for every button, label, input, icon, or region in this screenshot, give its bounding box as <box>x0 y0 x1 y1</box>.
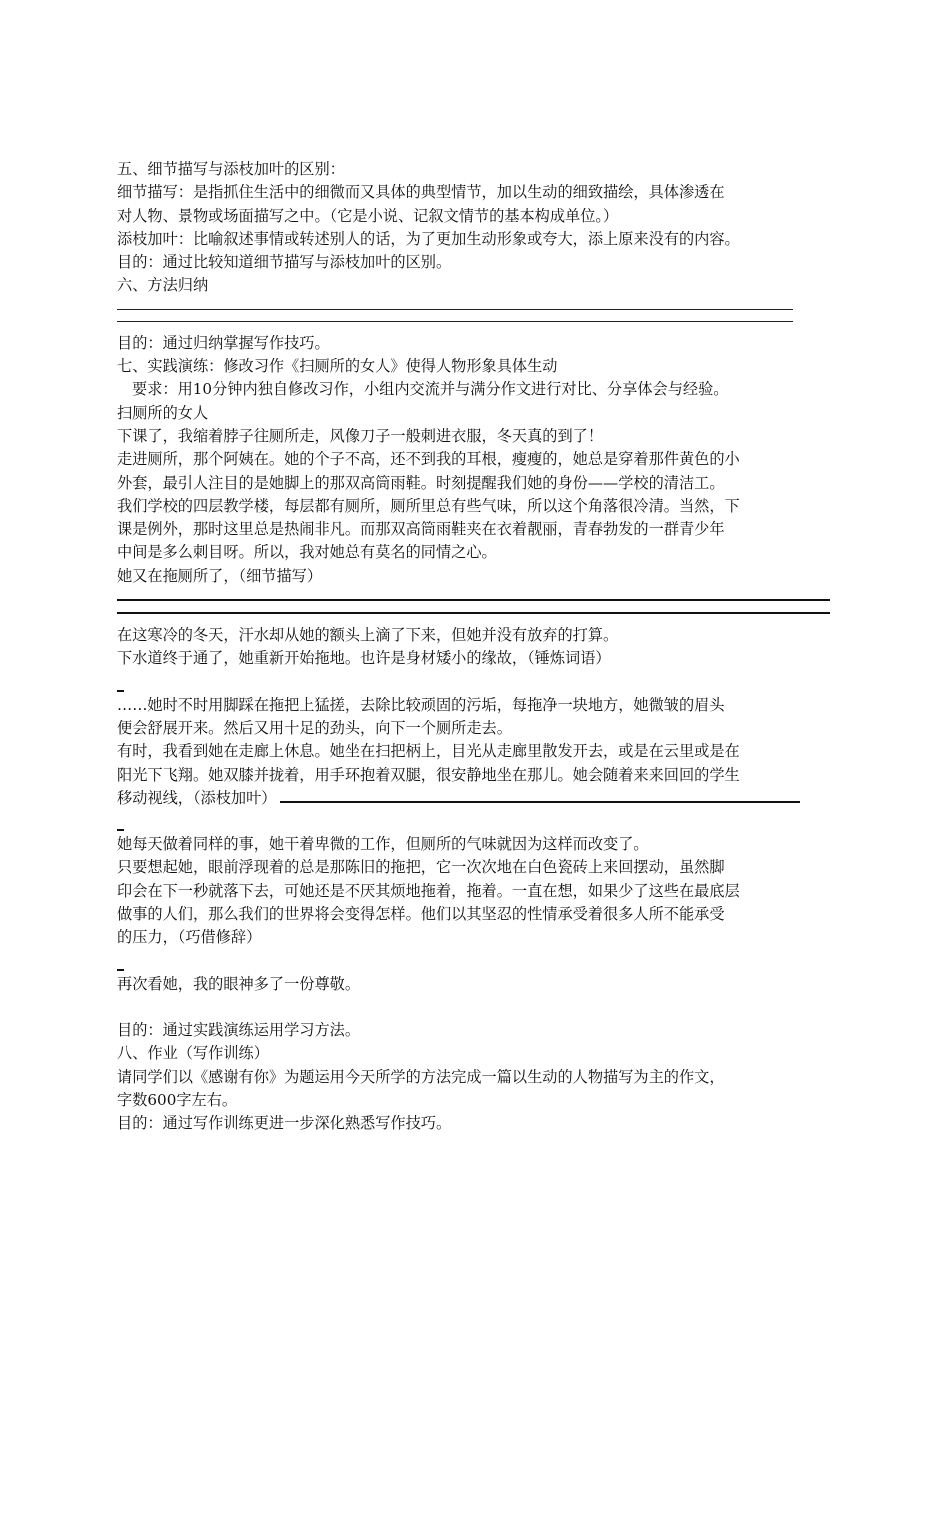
essay-paragraph-8-line-3 <box>117 787 842 810</box>
essay-paragraph-9: 她每天做着同样的事，她干着卑微的工作，但厕所的气味就因为这样而改变了。 <box>117 835 649 854</box>
blank-answer-stub-2 <box>117 810 842 833</box>
blank-answer-line-1 <box>117 309 793 310</box>
essay-paragraph-3-line-3: 中间是多么刺目呀。所以，我对她总有莫名的同情之心。 <box>117 543 497 562</box>
essay-paragraph-3-line-1: 我们学校的四层教学楼，每层都有厕所，厕所里总有些气味，所以这个角落很冷清。当然，下 <box>117 496 740 515</box>
section-8-goal: 目的：通过写作训练更进一步深化熟悉写作技巧。 <box>117 1114 452 1133</box>
blank-answer-line-5 <box>280 787 800 803</box>
essay-paragraph-11: 再次看她，我的眼神多了一份尊敬。 <box>117 974 360 993</box>
essay-paragraph-8-line-2: 阳光下飞翔。她双膝并拢着，用手环抱着双腿，很安静地坐在那儿。她会随着来来回回的学生 <box>117 765 740 784</box>
blank-answer-line-4 <box>117 612 830 614</box>
detail-description-line-2: 对人物、景物或场面描写之中。（它是小说、记叙文情节的基本构成单位。） <box>117 206 619 225</box>
section-8-heading: 八、作业（写作训练） <box>117 1044 269 1063</box>
essay-paragraph-10-line-4: 的压力，（巧借修辞） <box>117 928 262 947</box>
essay-paragraph-4: 她又在拖厕所了，（细节描写） <box>117 566 323 585</box>
blank-answer-line-3 <box>117 599 830 601</box>
essay-paragraph-7-line-2: 便会舒展开来。然后又用十足的劲头，向下一个厕所走去。 <box>117 718 512 737</box>
section-7-goal: 目的：通过实践演练运用学习方法。 <box>117 1020 360 1039</box>
essay-title: 扫厕所的女人 <box>117 403 209 422</box>
detail-description-line-1: 细节描写：是指抓住生活中的细微而又具体的典型情节，加以生动的细致描绘，具体渗透在 <box>117 183 725 202</box>
essay-paragraph-10-line-2: 印会在下一秒就落下去，可她还是不厌其烦地拖着，拖着。一直在想，如果少了这些在最底层 <box>117 881 740 900</box>
essay-paragraph-5: 在这寒冷的冬天，汗水却从她的额头上滴了下来，但她并没有放弃的打算。 <box>117 626 619 645</box>
section-7-heading: 七、实践演练：修改习作《扫厕所的女人》使得人物形象具体生动 <box>117 357 558 376</box>
essay-paragraph-7-line-1: ……她时不时用脚踩在拖把上猛搓，去除比较顽固的污垢，每拖净一块地方，她微皱的眉头 <box>117 695 725 714</box>
essay-paragraph-8-line-3-text: 移动视线，（添枝加叶） <box>117 788 277 807</box>
section-7-requirement: 要求：用10分钟内独自修改习作，小组内交流并与满分作文进行对比、分享体会与经验。 <box>132 380 729 399</box>
essay-paragraph-10-line-1: 只要想起她，眼前浮现着的总是那陈旧的拖把，它一次次地在白色瓷砖上来回摆动，虽然脚 <box>117 858 725 877</box>
essay-paragraph-10-line-3: 做事的人们，那么我们的世界将会变得怎样。他们以其坚忍的性情承受着很多人所不能承受 <box>117 905 725 924</box>
section-5-goal: 目的：通过比较知道细节描写与添枝加叶的区别。 <box>117 253 452 272</box>
essay-paragraph-8-line-1: 有时，我看到她在走廊上休息。她坐在扫把柄上，目光从走廊里散发开去，或是在云里或是在 <box>117 742 740 761</box>
section-5-heading: 五、细节描写与添枝加叶的区别： <box>117 160 345 178</box>
essay-paragraph-2-line-2: 外套，最引人注目的是她脚上的那双高筒雨鞋。时刻提醒我们她的身份——学校的清洁工。 <box>117 473 725 492</box>
essay-paragraph-1: 下课了，我缩着脖子往厕所走，风像刀子一般刺进衣服，冬天真的到了！ <box>117 426 603 445</box>
section-8-task-line-1: 请同学们以《感谢有你》为题运用今天所学的方法完成一篇以生动的人物描写为主的作文， <box>117 1067 725 1086</box>
section-6-heading: 六、方法归纳 <box>117 276 209 295</box>
blank-answer-stub-3 <box>117 950 842 973</box>
document-page <box>117 158 842 1135</box>
essay-paragraph-3-line-2: 课是例外，那时这里总是热闹非凡。而那双高筒雨鞋夹在衣着靓丽，青春勃发的一群青少年 <box>117 520 725 539</box>
blank-answer-line-2 <box>117 321 793 322</box>
blank-gap <box>117 996 842 1019</box>
section-8-task-line-2: 字数600字左右。 <box>117 1090 238 1109</box>
blank-answer-stub-1 <box>117 671 842 694</box>
section-6-goal: 目的：通过归纳掌握写作技巧。 <box>117 333 330 352</box>
essay-paragraph-6: 下水道终于通了，她重新开始拖地。也许是身材矮小的缘故，（锤炼词语） <box>117 649 611 668</box>
embellishment-definition: 添枝加叶：比喻叙述事情或转述别人的话，为了更加生动形象或夸大，添上原来没有的内容。 <box>117 229 740 248</box>
essay-paragraph-2-line-1: 走进厕所，那个阿姨在。她的个子不高，还不到我的耳根，瘦瘦的，她总是穿着那件黄色的小 <box>117 450 740 469</box>
